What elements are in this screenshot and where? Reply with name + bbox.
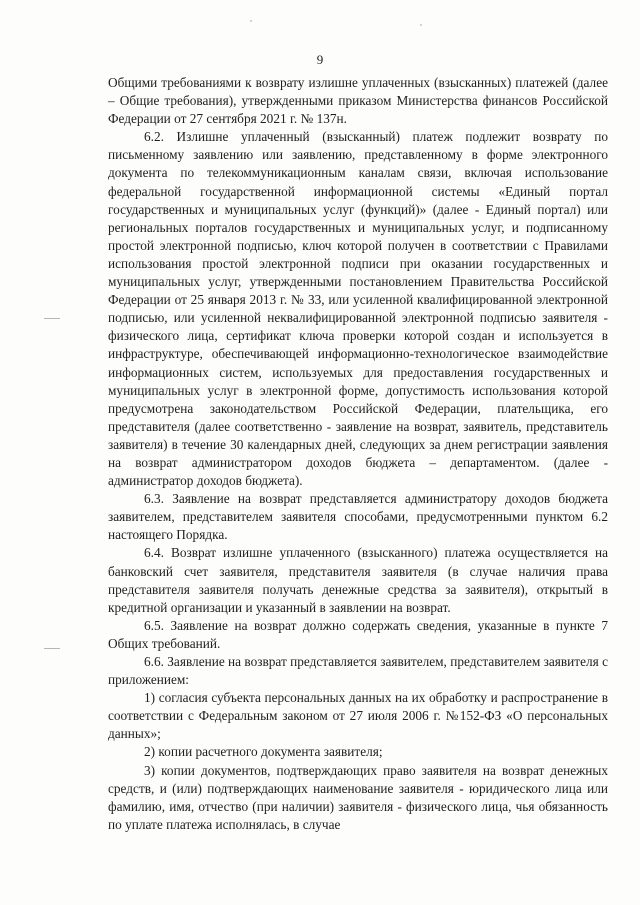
paragraph-6-3: 6.3. Заявление на возврат представляется администратору доходов бюджета заявителем, представителем заявителя способами, предусмотренными пунктом 6.2 настоящего Порядка. <box>108 491 608 543</box>
list-item-2: 2) копии расчетного документа заявителя; <box>144 744 383 760</box>
page-number: 9 <box>316 52 324 67</box>
list-item-1: 1) согласия субъекта персональных данных на их обработку и распространение в соответствии с Федеральным законом от 27 июля 2006 г. №152-ФЗ «О персональных данных»; <box>108 690 608 742</box>
list-item-3: 3) копии документов, подтверждающих право заявителя на возврат денежных средств, и (или) подтверждающих наименование заявителя - юридического лица или фамилию, имя, отчество (при наличии) заявителя - физического лица, чья обязанность по уплате платежа исполнялась, в случае <box>108 762 608 832</box>
paragraph-6-2: 6.2. Излишне уплаченный (взысканный) платеж подлежит возврату по письменному заявлению или заявлению, представленному в форме электронного документа по телекоммуникационным каналам связи, включая использование федеральной государственной информационной системы «Единый портал государственных и муниципальных услуг (функций)» (далее - Единый портал) или региональных порталов государственных и муниципальных услуг, и подписанному простой электронной подписью, ключ которой получен в соответствии с Правилами использования простой электронной подписи при оказании государственных и муниципальных услуг, утвержденными постановлением Правительства Российской Федерации от 25 января 2013 г. № 33, или усиленной квалифицированной электронной подписью, или усиленной неквалифицированной электронной подписью заявителя - физического лица, сертификат ключа проверки которой создан и используется в инфраструктуре, обеспечивающей информационно-технологическое взаимодействие информационных систем, используемых для предоставления государственных и муниципальных услуг в электронной форме, допустимость использования которой предусмотрена законодательством Российской Федерации, плательщика, его представителя (далее соответственно - заявление на возврат, заявитель, представитель заявителя) в течение 30 календарных дней, следующих за днем регистрации заявления на возврат администратором доходов бюджета – департаментом. (далее - администратор доходов бюджета). <box>108 129 608 489</box>
paragraph-6-4: 6.4. Возврат излишне уплаченного (взысканного) платежа осуществляется на банковский счет заявителя, представителя заявителя (в случае наличия права представителя заявителя получать денежные средства за заявителя), открытый в кредитной организации и указанный в заявлении на возврат. <box>108 545 608 615</box>
paragraph-6-5: 6.5. Заявление на возврат должно содержать сведения, указанные в пункте 7 Общих требований. <box>108 617 608 651</box>
scan-artifact <box>250 20 252 22</box>
scan-artifact <box>420 24 422 26</box>
document-body <box>108 74 608 834</box>
scan-margin-mark <box>44 318 60 319</box>
paragraph-continuation: Общими требованиями к возврату излишне уплаченных (взысканных) платежей (далее – Общие требования), утвержденными приказом Министерства финансов Российской Федерации от 27 сентября 2021 г. № 137н. <box>108 75 608 127</box>
paragraph-6-6: 6.6. Заявление на возврат представляется заявителем, представителем заявителя с приложением: <box>108 654 608 688</box>
scan-margin-mark <box>44 648 60 649</box>
